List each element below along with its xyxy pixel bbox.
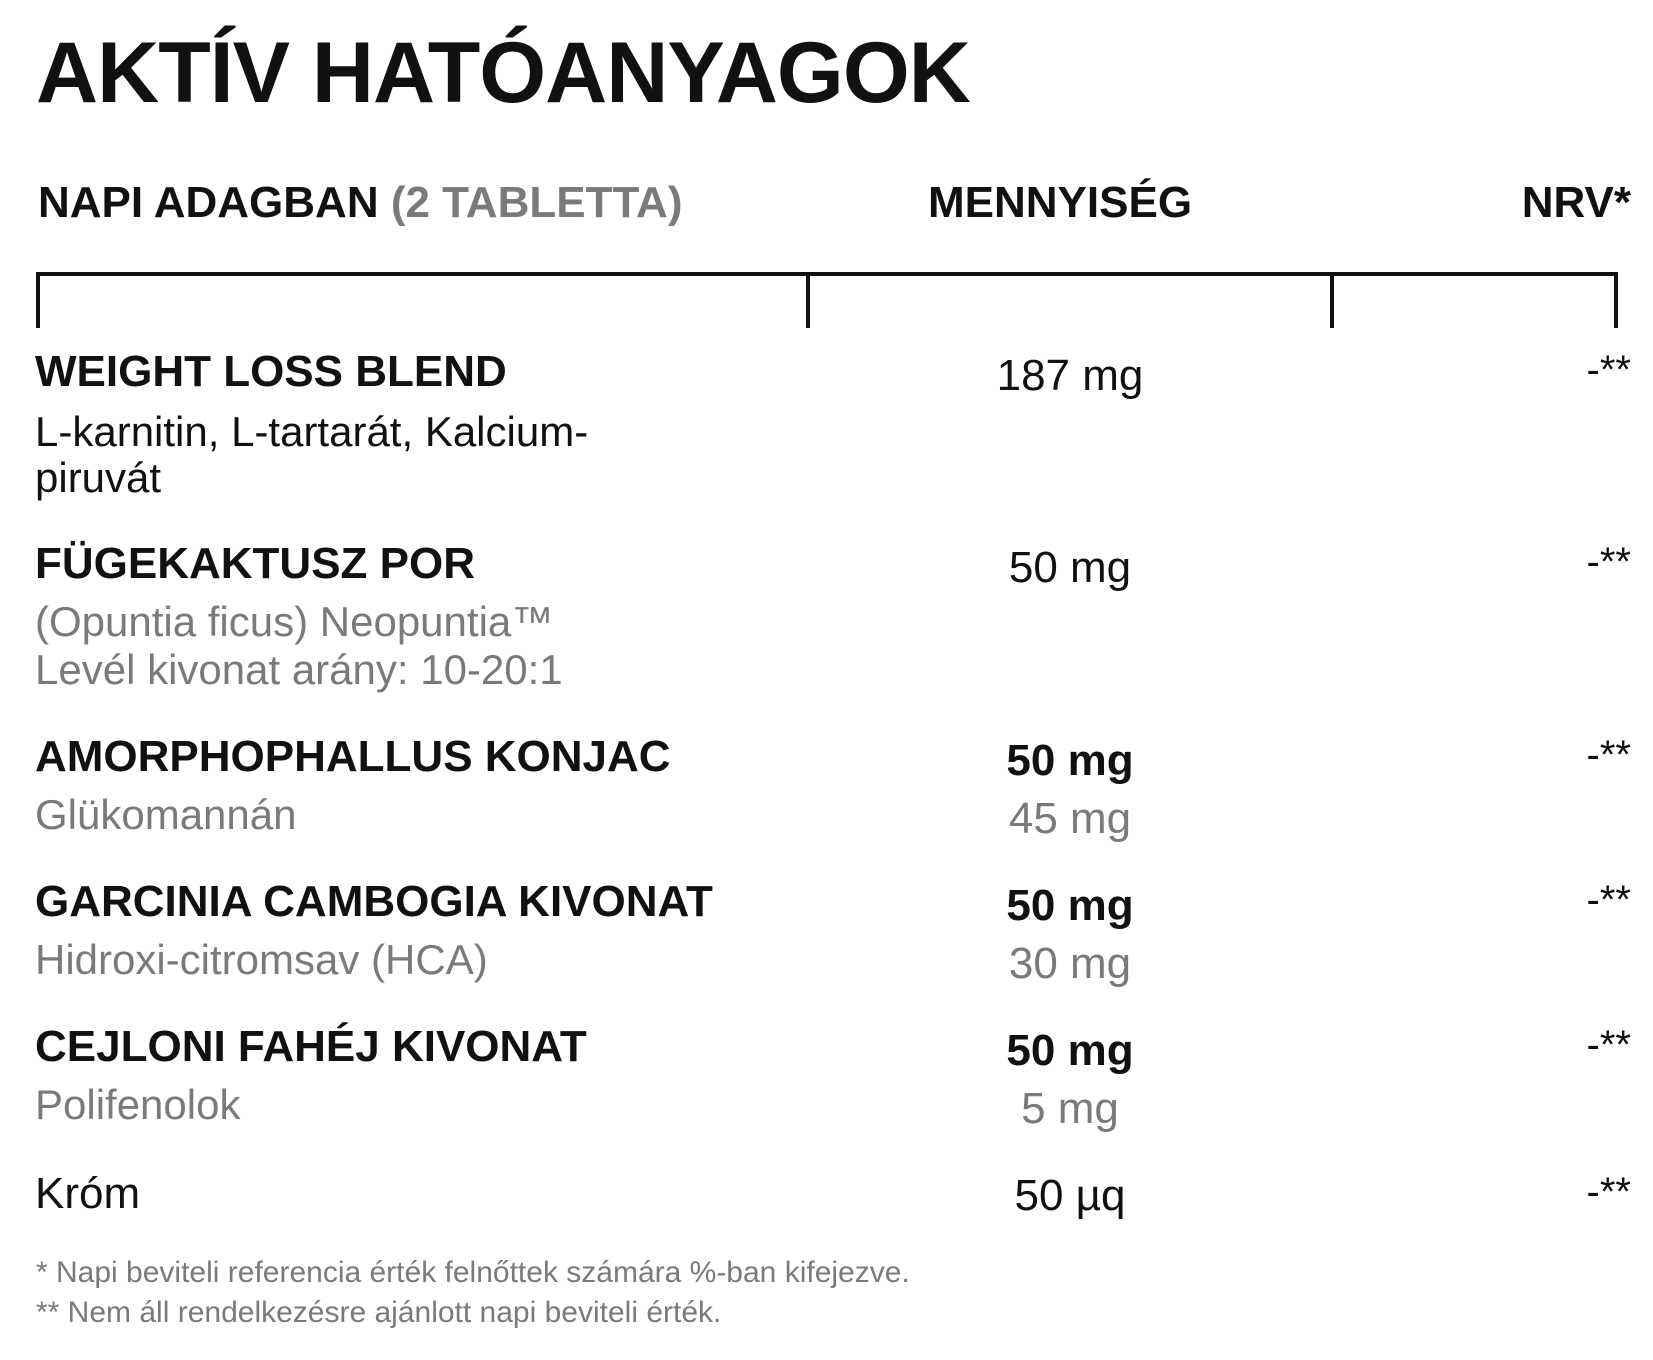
ingredient-subline: Polifenolok bbox=[35, 1081, 241, 1128]
ingredient-amount: 50 mg bbox=[1008, 543, 1132, 592]
ingredient-name: FÜGEKAKTUSZ POR bbox=[35, 539, 475, 588]
footnote-nrv: * Napi beviteli referencia érték felnőttek számára %-ban kifejezve. bbox=[36, 1256, 910, 1289]
ingredient-amount: 50 mg bbox=[1006, 1026, 1134, 1075]
ingredient-nrv: -** bbox=[1586, 348, 1631, 392]
ingredient-name: CEJLONI FAHÉJ KIVONAT bbox=[35, 1022, 587, 1071]
page-title: AKTÍV HATÓANYAGOK bbox=[36, 25, 970, 121]
ingredient-sub-amount: 5 mg bbox=[1021, 1084, 1119, 1133]
column-header-name bbox=[38, 178, 683, 227]
column-header-nrv: NRV* bbox=[1521, 178, 1631, 227]
header-rule-tick-middle bbox=[806, 272, 810, 328]
ingredient-sub-amount: 30 mg bbox=[1008, 939, 1132, 988]
ingredient-amount: 50 µq bbox=[1014, 1171, 1126, 1220]
ingredient-name: AMORPHOPHALLUS KONJAC bbox=[35, 732, 671, 781]
header-rule-tick-right-inner bbox=[1330, 272, 1334, 328]
ingredient-nrv: -** bbox=[1586, 878, 1631, 922]
ingredient-nrv: -** bbox=[1586, 540, 1631, 584]
ingredient-subline: Glükomannán bbox=[35, 791, 297, 838]
ingredient-nrv: -** bbox=[1586, 1023, 1631, 1067]
column-header-name-label: NAPI ADAGBAN bbox=[38, 178, 379, 227]
ingredient-amount: 50 mg bbox=[1006, 881, 1134, 930]
header-rule-tick-right bbox=[1614, 272, 1618, 328]
column-header-amount: MENNYISÉG bbox=[928, 178, 1193, 227]
ingredient-subline: L-karnitin, L-tartarát, Kalcium- bbox=[35, 408, 589, 455]
ingredient-name: WEIGHT LOSS BLEND bbox=[35, 347, 507, 396]
ingredient-subline: (Opuntia ficus) Neopuntia™ bbox=[35, 598, 554, 645]
column-header-name-note: (2 TABLETTA) bbox=[390, 178, 683, 227]
header-rule-tick-left bbox=[36, 272, 40, 328]
ingredient-nrv: -** bbox=[1586, 733, 1631, 777]
ingredient-nrv: -** bbox=[1586, 1170, 1631, 1214]
ingredient-subline: piruvát bbox=[35, 454, 162, 501]
ingredient-amount: 187 mg bbox=[996, 351, 1144, 400]
ingredient-name: GARCINIA CAMBOGIA KIVONAT bbox=[35, 877, 713, 926]
ingredient-amount: 50 mg bbox=[1006, 736, 1134, 785]
ingredient-subline: Hidroxi-citromsav (HCA) bbox=[35, 936, 488, 983]
ingredient-sub-amount: 45 mg bbox=[1008, 794, 1132, 843]
footnote-no-value: ** Nem áll rendelkezésre ajánlott napi beviteli érték. bbox=[36, 1296, 722, 1329]
header-rule bbox=[36, 272, 1618, 276]
ingredient-subline: Levél kivonat arány: 10-20:1 bbox=[35, 646, 563, 693]
ingredient-name: Króm bbox=[35, 1169, 141, 1218]
